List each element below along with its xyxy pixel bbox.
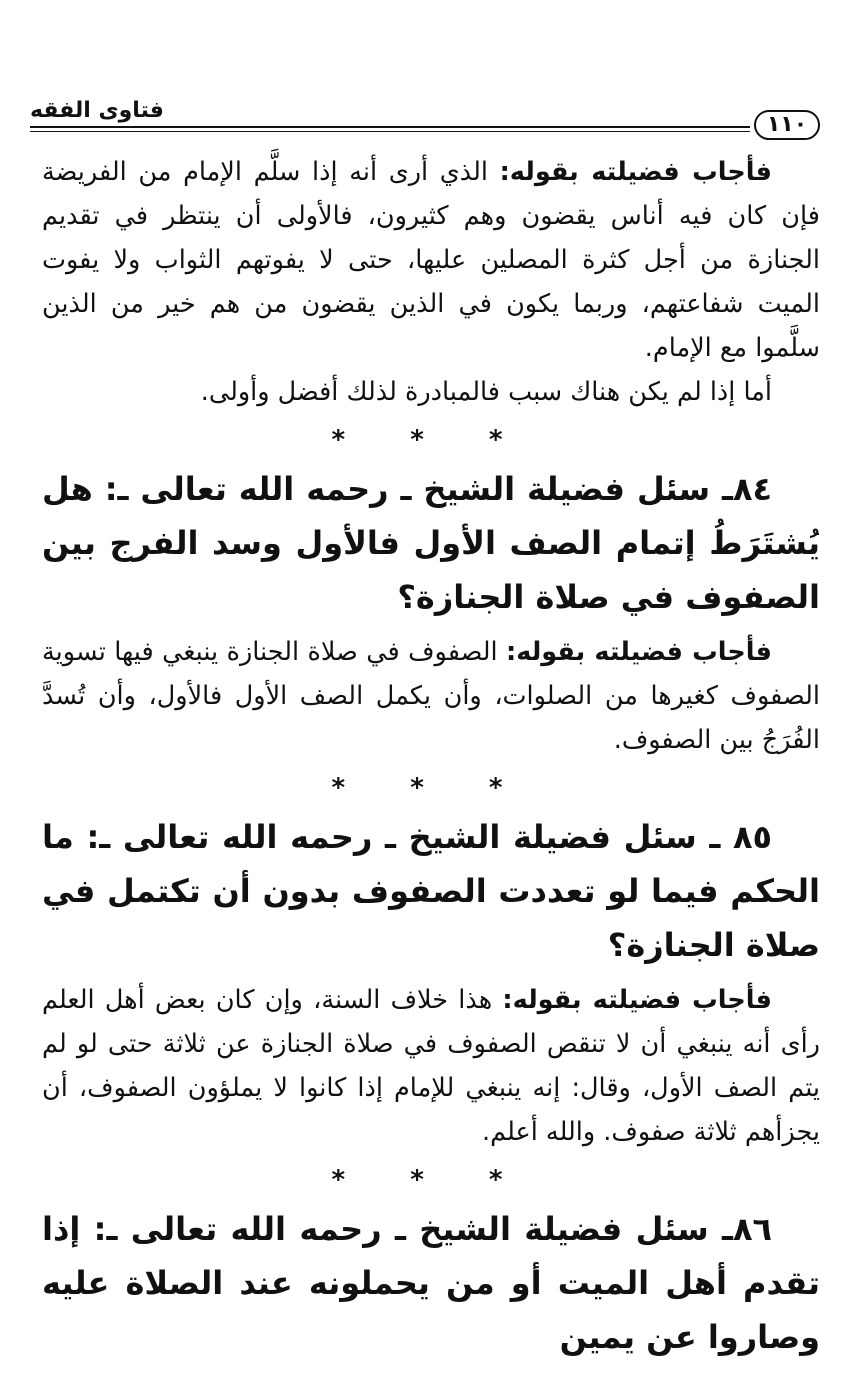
page-content <box>42 150 820 1370</box>
question-86: ٨٦ـ سئل فضيلة الشيخ ـ رحمه الله تعالى ـ: إذا تقدم أهل الميت أو من يحملونه عند الصلاة عليه وصاروا عن يمين <box>42 1210 820 1356</box>
answer-paragraph-continued: أما إذا لم يكن هناك سبب فالمبادرة لذلك أفضل وأولى. <box>200 377 772 407</box>
answer-85 <box>42 978 820 1154</box>
section-separator: * * * <box>331 425 531 455</box>
question-85: ٨٥ ـ سئل فضيلة الشيخ ـ رحمه الله تعالى ـ: ما الحكم فيما لو تعددت الصفوف بدون أن تكتمل في صلاة الجنازة؟ <box>42 818 820 964</box>
answer-text: هذا خلاف السنة، وإن كان بعض أهل العلم رأى أنه ينبغي أن لا تنقص الصفوف في صلاة الجنازة عن ثلاثة حتى لو لم يتم الصف الأول، وقال: إنه ينبغي للإمام إذا كانوا لا يملؤون الصفوف، أن يجزأهم ثلاثة صفوف. والله أعلم. <box>42 985 820 1147</box>
section-separator: * * * <box>331 773 531 803</box>
answer-lead: فأجاب فضيلته بقوله: <box>499 157 772 187</box>
answer-text: الصفوف في صلاة الجنازة ينبغي فيها تسوية الصفوف كغيرها من الصلوات، وأن يكمل الصف الأول فالأول، وأن تُسدَّ الفُرَجُ بين الصفوف. <box>42 637 820 755</box>
answer-lead: فأجاب فضيلته بقوله: <box>502 985 773 1015</box>
running-title: فتاوى الفقه <box>30 98 164 123</box>
question-84: ٨٤ـ سئل فضيلة الشيخ ـ رحمه الله تعالى ـ: هل يُشتَرَطُ إتمام الصف الأول فالأول وسد الفرج بين الصفوف في صلاة الجنازة؟ <box>42 470 820 616</box>
header-rule <box>30 126 750 128</box>
answer-text: الذي أرى أنه إذا سلَّم الإمام من الفريضة فإن كان فيه أناس يقضون وهم كثيرون، فالأولى أن ينتظر في تقديم الجنازة من أجل كثرة المصلين عليها، حتى لا يفوتهم الثواب ولا يفوت الميت شفاعتهم، وربما يكون في الذين يقضون من هم خير من الذين سلَّموا مع الإمام. <box>42 157 820 363</box>
section-separator: * * * <box>331 1165 531 1195</box>
page-number: ١١٠ <box>754 110 820 140</box>
answer-84 <box>42 630 820 762</box>
answer-lead: فأجاب فضيلته بقوله: <box>506 637 773 667</box>
answer-paragraph <box>42 150 820 370</box>
